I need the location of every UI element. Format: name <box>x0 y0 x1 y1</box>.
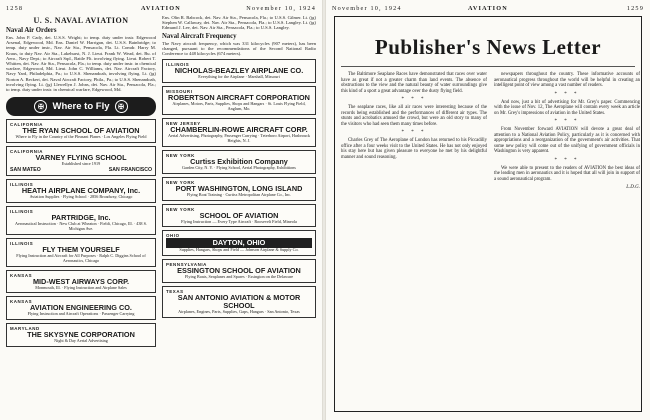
ad-name: SAN ANTONIO AVIATION & MOTOR SCHOOL <box>177 293 301 311</box>
left-ad-list <box>6 119 156 347</box>
section-divider: * * * <box>554 157 580 163</box>
news-paragraph: Charles Grey of The Aeroplane of London has returned to his Piccadilly office after a four weeks visit to the United States. He has not only enjoyed his stay here but has given pleasure to everyone he met by his delightful manner and sound reasoning. <box>341 138 487 160</box>
ad-state: NEW YORK <box>166 206 195 212</box>
ad-text: Monmouth, Ill. · Flying Instruction and Airplane Sales <box>35 284 127 290</box>
ad-text: Established since 1919 <box>61 161 101 167</box>
ad-state: CALIFORNIA <box>10 122 44 128</box>
ad-state: CALIFORNIA <box>10 149 44 155</box>
ad-name: VARNEY FLYING SCHOOL <box>35 153 127 163</box>
ad-text: Everything for the Airplane · Marshall, Missouri <box>198 74 280 80</box>
ad-state: ILLINOIS <box>166 62 190 68</box>
ad-name: ESSINGTON SCHOOL OF AVIATION <box>177 266 301 276</box>
ad-name: CHAMBERLIN-ROWE AIRCRAFT CORP. <box>170 124 308 134</box>
ad-state: ILLINOIS <box>10 240 34 246</box>
ad-text: Night & Day Aerial Advertising <box>54 338 108 344</box>
ad-name: DAYTON, OHIO <box>166 238 312 248</box>
ad-text: Flying Boats, Seaplanes and Spares · Essington on the Delaware <box>184 274 294 280</box>
ad-state: TEXAS <box>166 289 184 295</box>
section-divider: * * * <box>401 130 427 135</box>
right-running-title: AVIATION <box>468 5 508 12</box>
ad-card <box>162 86 316 115</box>
ad-name: PORT WASHINGTON, LONG ISLAND <box>175 183 303 193</box>
ad-state: NEW YORK <box>166 179 195 185</box>
naval-orders-subheading: Naval Air Orders <box>6 27 57 34</box>
left-running-head <box>6 5 316 14</box>
ad-text: Airplanes, Engines, Parts, Supplies, Gaps, Hangars · San Antonio, Texas <box>178 309 300 315</box>
ad-state: NEW JERSEY <box>166 120 201 126</box>
ad-text: Flying Instruction and Aircraft Operations · Passenger Carrying <box>27 311 135 317</box>
banner-text: Where to Fly <box>52 101 110 113</box>
ad-state: OHIO <box>166 233 180 239</box>
news-paragraph: newspapers throughout the country. These informative accounts of aeronautical progress throughout the world will be helpful in creating an intelligent point of view among a vast number of readers. <box>494 72 640 88</box>
ad-name: AVIATION ENGINEERING CO. <box>30 303 132 313</box>
section-divider: * * * <box>554 91 580 97</box>
ad-state: MARYLAND <box>10 326 40 332</box>
section-divider: * * * <box>401 97 427 102</box>
news-paragraph: And now, just a bit of advertising for Mr. Grey's paper. Commencing with the issue of Nov. 12, The Aeroplane will contain every week an article on Mr. Grey's impressions of aviation in the United States. <box>494 99 640 116</box>
title-rule <box>341 66 635 67</box>
ad-card <box>6 270 156 294</box>
ad-card <box>162 150 316 174</box>
ad-card <box>162 230 316 256</box>
ad-name: ROBERTSON AIRCRAFT CORPORATION <box>168 93 310 103</box>
ad-city: SAN MATEO <box>10 167 41 174</box>
right-running-head <box>332 5 644 14</box>
right-page-number: 1259 <box>626 5 644 12</box>
ad-text: Aviation Supplies · Flying School · 2856 Broadway, Chicago <box>29 194 133 200</box>
naval-orders-text: Ens. John P. Cady, det. U.S.S. Wright; to temp. duty under instr. Edgewood Arsenal, Edgewood, Md. Ens. Daniel W. Harrigan, det. U.S.S. Bainbridge; to temp. duty under instr., Nav. Air Sta., Pensacola, Fla. Lt. Comdr. Harry M. Kraus, to duty Nav. Air Sta., Lakehurst, N. J. Lieut. Frank W. Wead, det. Bu. of Aero., Navy Dept.; to Aircraft Sqd., Battle Flt. involving flying. Lieut. Robert T. Whitten, det. Nav. Air Sta., Pensacola, Fla.; to temp. duty under instr. in chemical warfare, Edgewood, Md. Lieut. John C. Williams, det. Nav. Aircraft Factory, Navy Yard, Philadelphia, Pa.; to U.S.S. Shenandoah, involving flying. Lt. (jg) Norton A. Beckert, det. Naval Aircraft Factory, Phila., Pa.; to U.S.S. Shenandoah, involving flying. Lt. (jg) Llewellyn J. Johns, det. Nav. Air Sta., Pensacola, Fla.; to temp. duty under instr. in chemical warfare, Edgewood, Md. <box>6 35 156 93</box>
ad-cities <box>10 167 152 173</box>
ad-state: ILLINOIS <box>10 182 34 188</box>
ad-text: Aerial Advertising, Photography, Passenger Carrying · Teterboro Airport, Hasbrouck Heights, N. J. <box>167 132 311 143</box>
propeller-icon: ✠ <box>34 100 47 113</box>
ad-city: SAN FRANCISCO <box>108 167 152 174</box>
ad-card <box>6 296 156 320</box>
left-page-number: 1258 <box>6 5 24 12</box>
right-page <box>326 0 650 420</box>
ad-state: ILLINOIS <box>10 208 34 214</box>
where-to-fly-banner <box>6 97 156 116</box>
ad-card <box>162 59 316 83</box>
ad-name: FLY THEM YOURSELF <box>42 244 120 254</box>
ad-state: PENNSYLVANIA <box>166 262 207 268</box>
ad-name: PARTRIDGE, Inc. <box>51 212 111 222</box>
news-paragraph: The seaplane races, like all air races were interesting because of the records being established and the performances of different air types. The stunts and acrobatics amused the crowd, but were an old story to many of the visitors who had seen them many times before. <box>341 105 487 127</box>
ad-text: Where to Fly in the Country of the Pleasant Planes · Los Angeles Flying Field <box>15 134 147 140</box>
frequency-subheading: Naval Aircraft Frequency <box>162 32 237 40</box>
ad-name: NICHOLAS-BEAZLEY AIRPLANE CO. <box>174 66 304 76</box>
ad-state: NEW YORK <box>166 152 195 158</box>
signature: L.D.G. <box>626 185 640 190</box>
left-running-title: AVIATION <box>141 5 181 12</box>
ad-text: Flying Instruction and Aircraft for All Purposes · Ralph C. Diggins School of Aeronautics, Chicago <box>16 252 146 263</box>
ad-name: HEATH AIRPLANE COMPANY, Inc. <box>21 186 141 196</box>
news-letter-title: Publisher's News Letter <box>374 35 602 59</box>
ad-name: SCHOOL OF AVIATION <box>199 210 279 220</box>
news-letter-column-1 <box>341 72 487 163</box>
more-orders-text: Ens. Olin R. Babcock, det. Nav. Air Sta., Pensacola, Fla.; to U.S.S. Gilmer. Lt. (jg) Stephen W. Callaway, det. Nav. Air Sta., Pensacola, Fla.; to U.S.S. Langley. Lt. (jg) Edmund J. Lee, det. Nav. Air Sta., Pensacola, Fla.; to U.S.S. Langley. <box>162 15 316 31</box>
left-page <box>0 0 322 420</box>
news-letter-column-2 <box>494 72 640 190</box>
left-column-1 <box>6 15 156 418</box>
news-paragraph: The Baltimore Seaplane Races have demonstrated that races over water have as great if not a greater charm than land events. The absence of obstructions to the view and the natural beauty of water surroundings give this kind of a sport a great advantage over the dusty flying field. <box>341 72 487 94</box>
propeller-icon: ✠ <box>115 100 128 113</box>
ad-card <box>162 118 316 147</box>
ad-text: Supplies, Hangars, Shops and Field — Johnson Airplane & Supply Co. <box>179 247 299 253</box>
naval-aviation-heading: U. S. NAVAL AVIATION <box>33 16 129 25</box>
ad-card <box>162 286 316 318</box>
ad-card <box>6 206 156 235</box>
ad-state: MISSOURI <box>166 89 193 95</box>
ad-text: Flying Boat Training · Curtiss Metropolitan Airplane Co., Inc. <box>186 191 292 197</box>
news-letter-frame <box>334 16 642 412</box>
ad-text: Garden City, N. Y. · Flying School, Aerial Photography, Exhibitions <box>182 164 296 170</box>
ad-name: MID-WEST AIRWAYS CORP. <box>32 276 130 286</box>
ad-card <box>6 146 156 176</box>
ad-card <box>162 204 316 228</box>
ad-name: Curtiss Exhibition Company <box>190 156 288 166</box>
ad-name: THE RYAN SCHOOL OF AVIATION <box>22 126 140 136</box>
ad-card <box>6 323 156 347</box>
news-paragraph: From November forward AVIATION will devote a great deal of attention to a National Aviation Policy, particularly as it is concerned with appropriations and a reorganization of the government's air activities. That some new policy will come out of the unifying of government officials in Washington is very apparent. <box>494 127 640 154</box>
left-column-2 <box>162 15 316 418</box>
ad-text: Flying Instruction — Every Type Aircraft · Roosevelt Field, Mineola <box>181 218 297 224</box>
ad-state: KANSAS <box>10 272 33 278</box>
ad-card <box>6 238 156 267</box>
ad-state: KANSAS <box>10 299 33 305</box>
ad-text: Airplanes, Motors, Parts, Supplies, Shops and Hangars · St. Louis Flying Field, Anglum, Mo. <box>172 101 306 112</box>
left-running-date: November 10, 1924 <box>246 5 316 12</box>
ad-card <box>6 119 156 143</box>
ad-card <box>162 259 316 283</box>
section-divider: * * * <box>554 119 580 124</box>
ad-card <box>162 177 316 201</box>
ad-text: Aeronautical Instruction · New Club at Wheaton · Fieldi, Chicago, Ill. · 438 S. Michigan Ave. <box>15 220 147 231</box>
right-ad-list <box>162 59 316 318</box>
news-paragraph: We were able to present to the readers of AVIATION the best ideas of the leading men in aeronautics and it is hoped that all will join in support of a sound aeronautical program. <box>494 165 640 182</box>
frequency-text: The Navy aircraft frequency, which was 331 kilocycles (907 meters), has been changed, pursuant to the recommendations of the Second National Radio Conference to 448 kilocycles (674 meters). <box>162 40 316 57</box>
ad-card <box>6 179 156 203</box>
ad-name: THE SKYSYNE CORPORATION <box>27 330 135 340</box>
right-running-date: November 10, 1924 <box>332 5 402 12</box>
